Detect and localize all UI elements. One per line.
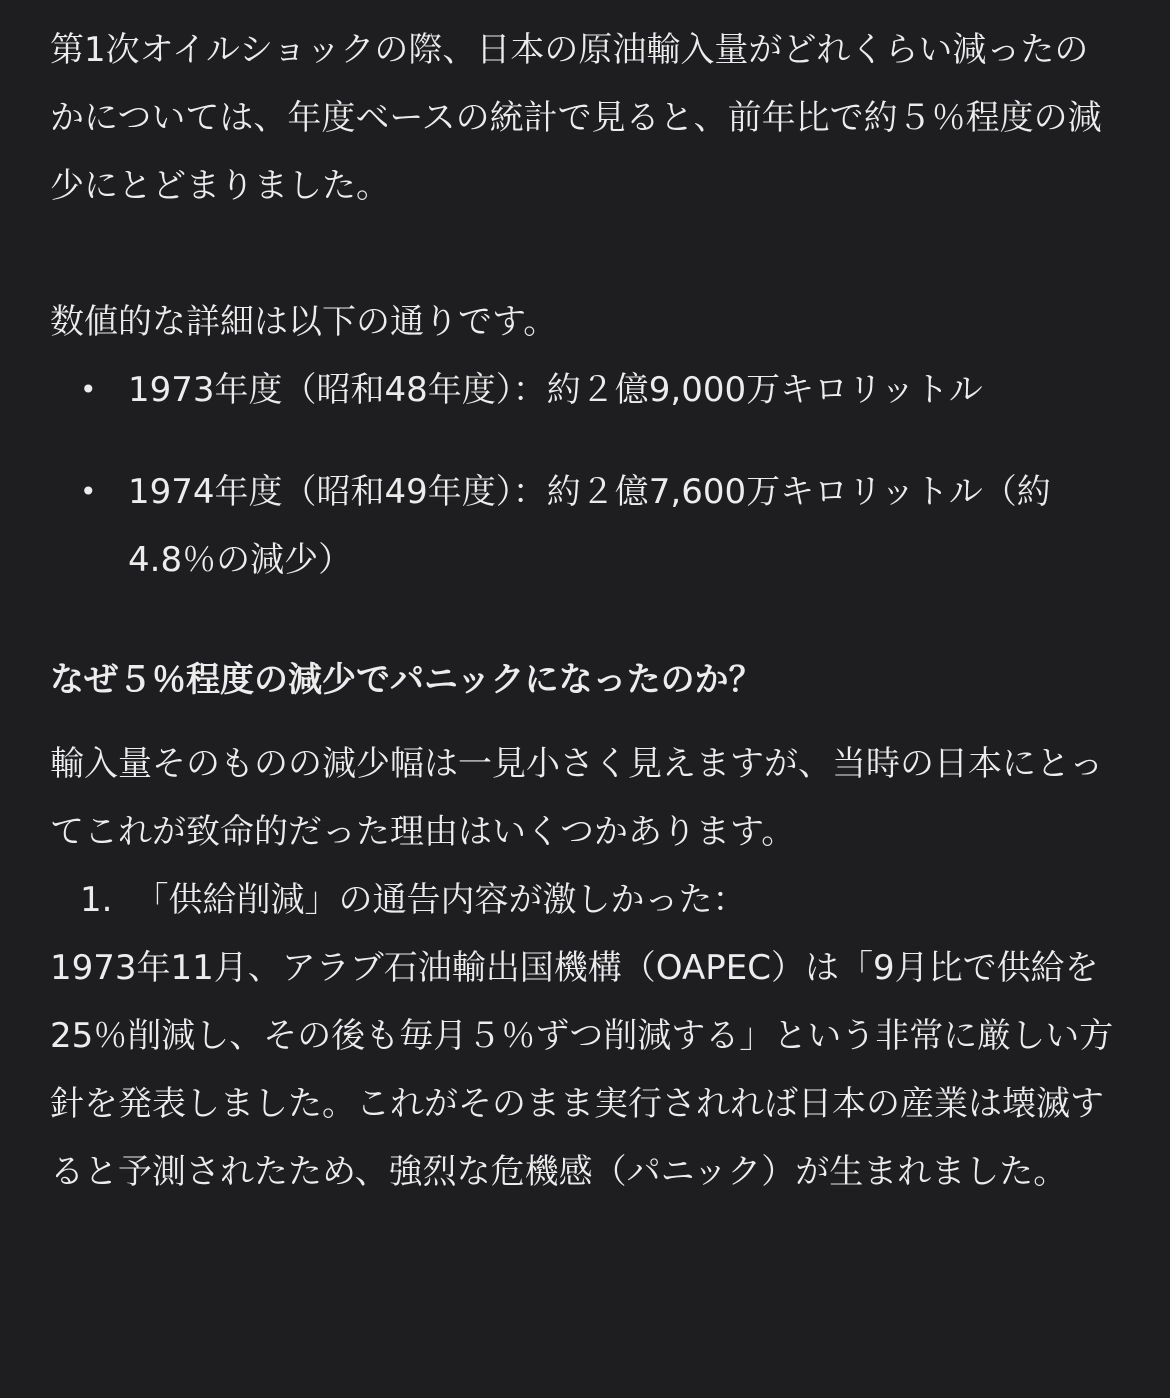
numbered-item-title: 「供給削減」の通告内容が激しかった： xyxy=(134,880,747,920)
list-item xyxy=(50,356,1120,424)
numbered-item-number: 1. xyxy=(80,880,113,920)
list-item-text: 1974年度（昭和49年度）：約２億7,600万キロリットル（約4.8％の減少） xyxy=(128,472,1051,580)
details-bullet-list xyxy=(50,356,1120,594)
intro-paragraph: 第1次オイルショックの際、日本の原油輸入量がどれくらい減ったのかについては、年度ベースの統計で見ると、前年比で約５％程度の減少にとどまりました。 xyxy=(50,30,1102,206)
section-body: 輸入量そのものの減少幅は一見小さく見えますが、当時の日本にとってこれが致命的だった理由はいくつかあります。 xyxy=(50,744,1104,852)
bullet-icon: • xyxy=(80,373,97,406)
list-item-text: 1973年度（昭和48年度）：約２億9,000万キロリットル xyxy=(128,370,983,410)
list-item xyxy=(50,458,1120,594)
section-heading: なぜ５％程度の減少でパニックになったのか？ xyxy=(50,660,763,700)
numbered-item-text: 1973年11月、アラブ石油輸出国機構（OAPEC）は「9月比で供給を25％削減し、その後も毎月５％ずつ削減する」という非常に厳しい方針を発表しました。これがそのまま実行されれば日本の産業は壊滅すると予測されたため、強烈な危機感（パニック）が生まれました。 xyxy=(50,948,1114,1192)
numbered-item xyxy=(50,866,1120,934)
paragraph-spacer xyxy=(50,220,1120,288)
details-lead: 数値的な詳細は以下の通りです。 xyxy=(50,302,558,342)
bullet-icon: • xyxy=(80,475,97,508)
